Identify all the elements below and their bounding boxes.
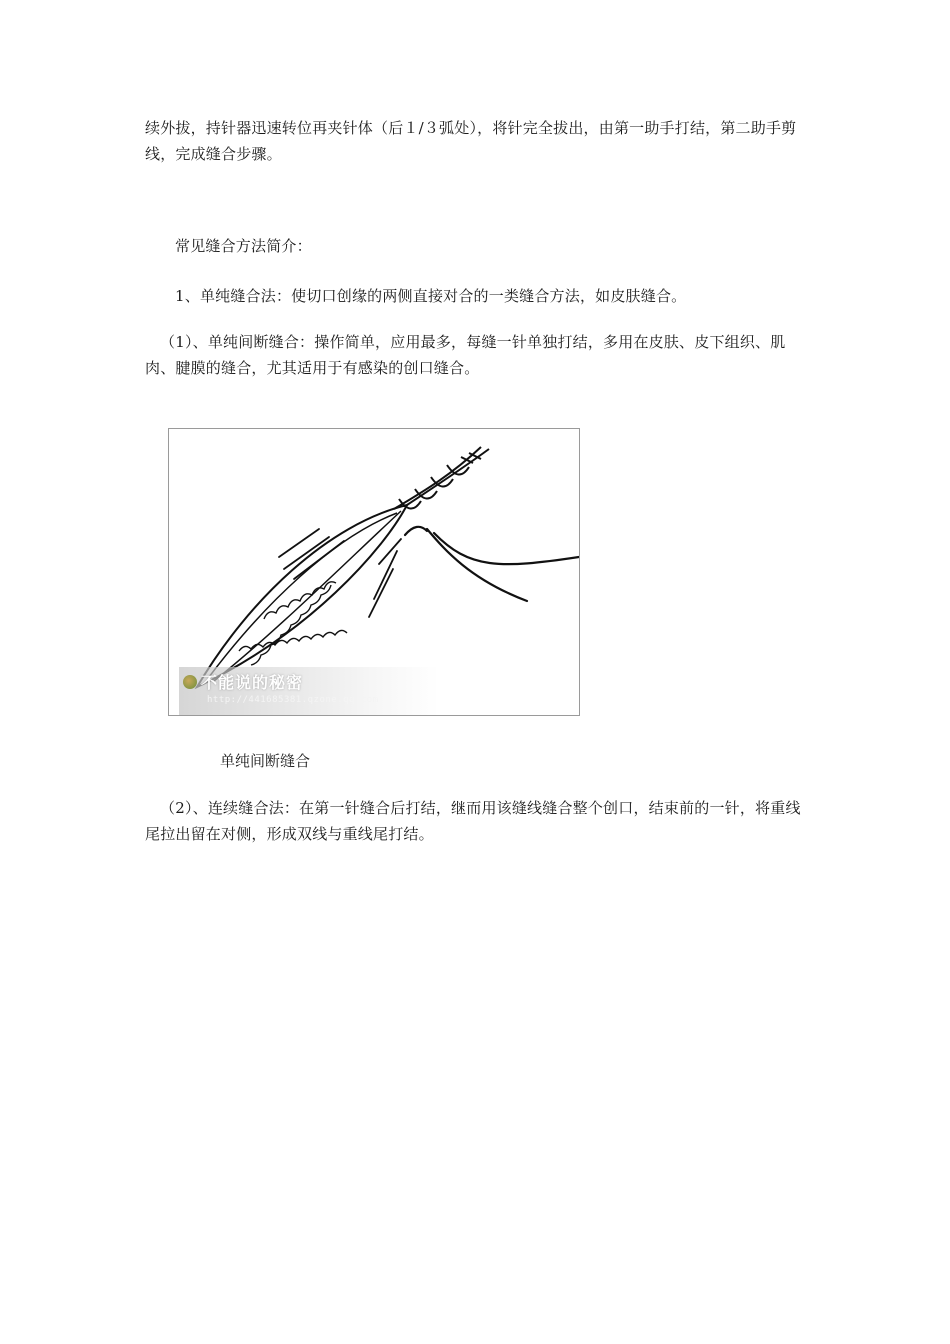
watermark-title: 不能说的秘密 xyxy=(201,673,304,692)
watermark-url: http://441685381.qzone.qq.com xyxy=(207,695,379,705)
paragraph-simple-suture: 1、单纯缝合法：使切口创缘的两侧直接对合的一类缝合方法，如皮肤缝合。 xyxy=(175,287,687,305)
paragraph-suture-steps: 续外拔，持针器迅速转位再夹针体（后１/３弧处），将针完全拔出，由第一助手打结，第二助手剪线，完成缝合步骤。 xyxy=(145,119,797,163)
paragraph-interrupted-suture: （1）、单纯间断缝合：操作简单，应用最多，每缝一针单独打结，多用在皮肤、皮下组织、肌肉、腱膜的缝合，尤其适用于有感染的创口缝合。 xyxy=(145,333,786,377)
paragraph-methods-intro: 常见缝合方法简介： xyxy=(175,237,312,255)
suture-illustration xyxy=(168,428,580,716)
paragraph-continuous-suture: （2）、连续缝合法：在第一针缝合后打结，继而用该缝线缝合整个创口，结束前的一针，将重线尾拉出留在对侧，形成双线与重线尾打结。 xyxy=(145,799,801,843)
watermark xyxy=(179,667,439,715)
watermark-logo-icon xyxy=(183,675,197,689)
figure-caption: 单纯间断缝合 xyxy=(220,752,311,770)
